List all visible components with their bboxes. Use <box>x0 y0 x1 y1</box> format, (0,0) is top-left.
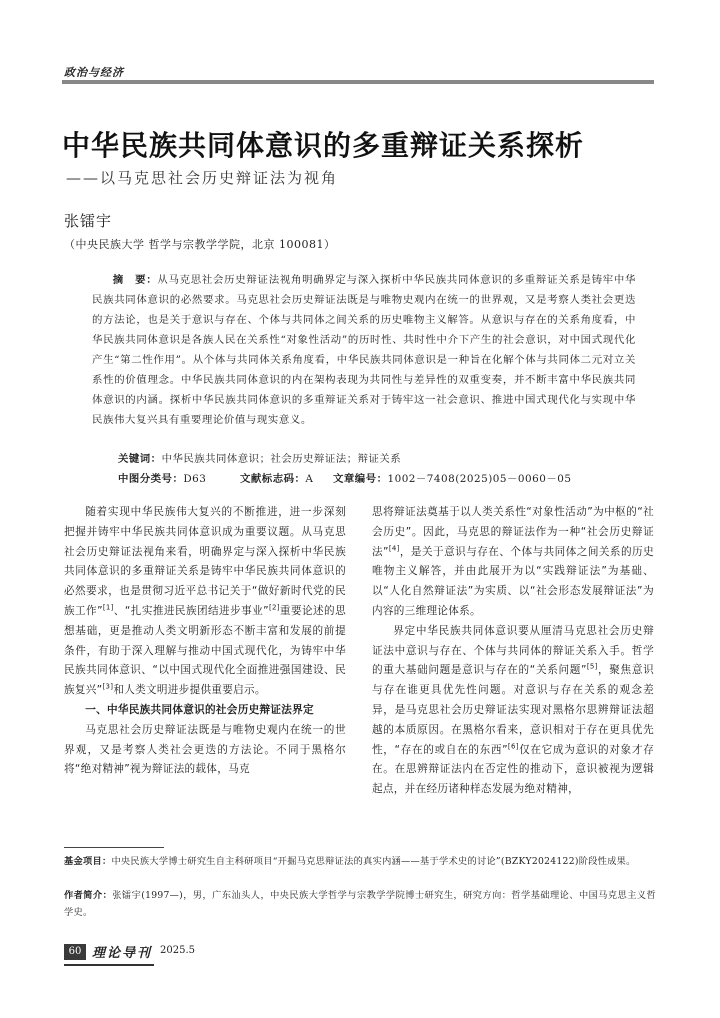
article-no-label: 文章编号： <box>333 473 388 485</box>
right-column <box>372 503 654 800</box>
section-heading: 一、中华民族共同体意识的社会历史辩证法界定 <box>85 703 314 716</box>
footnote-rule <box>64 847 164 848</box>
clc-value: D63 <box>183 473 207 485</box>
doc-code-value: A <box>305 473 314 485</box>
classification-line <box>118 470 571 485</box>
abstract-label: 摘 要： <box>112 274 158 286</box>
author-name: 张镭宇 <box>64 212 113 230</box>
article-subtitle: ——以马克思社会历史辩证法为视角 <box>66 169 339 187</box>
clc-label: 中图分类号： <box>118 473 184 485</box>
journal-name: 理论导刊 <box>92 946 153 961</box>
section-label: 政治与经济 <box>64 66 124 79</box>
abstract-text: 从马克思社会历史辩证法视角明确界定与深入探析中华民族共同体意识的多重辩证关系是铸牢中华民族共同体意识的必然要求。马克思社会历史辩证法既是与唯物史观内在统一的世界观，又是考察人类社会更迭的方法论，也是关于意识与存在、个体与共同体之间关系的历史唯物主义解答。从意识与存在的关系角度看，中华民族共同体意识是各族人民在关系性“对象性活动”的历时性、共时性中介下产生的社会意识，对中国式现代化产生“第二性作用”。从个体与共同体关系角度看，中华民族共同体意识是一种旨在化解个体与共同体二元对立关系性的价值理念。中华民族共同体意识的内在架构表现为共同性与差异性的双重变奏，并不断丰富中华民族共同体意识的内涵。探析中华民族共同体意识的多重辩证关系对于铸牢这一社会意识、推进中国式现代化与实现中华民族伟大复兴具有重要理论价值与现实意义。 <box>92 274 636 426</box>
body-paragraph: 马克思社会历史辩证法既是与唯物史观内在统一的世界观，又是考察人类社会更迭的方法论。不同于黑格尔将“绝对精神”视为辩证法的载体，马克 <box>64 723 346 776</box>
footnote-bio: 作者简介：张镭宇(1997—)，男，广东汕头人，中央民族大学哲学与宗教学学院博士研究生，研究方向：哲学基础理论、中国马克思主义哲学史。 <box>64 890 657 918</box>
body-paragraph: 思将辩证法奠基于以人类关系性“对象性活动”为中枢的“社会历史”。因此，马克思的辩证法作为一种“社会历史辩证法”[4]，是关于意识与存在、个体与共同体之间关系的历史唯物主义解答，并由此展开为以“实践辩证法”为基础、以“人化自然辩证法”为实质、以“社会形态发展辩证法”为内容的三维理论体系。 <box>372 506 654 617</box>
author-affiliation: （中央民族大学 哲学与宗教学学院，北京 100081） <box>64 238 336 251</box>
abstract <box>92 270 636 430</box>
issue-number: 2025.5 <box>160 945 195 956</box>
footnote-fund: 基金项目：中央民族大学博士研究生自主科研项目“开掘马克思辩证法的真实内涵——基于学术史的讨论”(BZKY2024122)阶段性成果。 <box>64 856 636 867</box>
body-paragraph: 界定中华民族共同体意识要从厘清马克思社会历史辩证法中意识与存在、个体与共同体的辩证关系入手。哲学的重大基础问题是意识与存在的“关系问题”[5]，聚焦意识与存在谁更具优先性问题。对意识与存在关系的观念差异，是马克思社会历史辩证法实现对黑格尔思辨辩证法超越的本质原因。在黑格尔看来，意识相对于存在更具优先性，“存在的或自在的东西”[6]仅在它成为意识的对象才存在。在思辨辩证法内在否定性的推动下，意识被视为逻辑起点，并在经历诸种样态发展为绝对精神， <box>372 624 654 796</box>
doc-code-label: 文献标志码： <box>240 473 306 485</box>
article-title: 中华民族共同体意识的多重辩证关系探析 <box>62 129 585 162</box>
keywords: 中华民族共同体意识；社会历史辩证法；辩证关系 <box>161 453 402 465</box>
page-number: 60 <box>64 944 86 960</box>
footer-rule <box>64 964 154 966</box>
keywords-label: 关键词： <box>118 453 162 465</box>
article-no-value: 1002－7408(2025)05－0060－05 <box>387 473 572 485</box>
left-column <box>64 503 346 780</box>
body-paragraph: 随着实现中华民族伟大复兴的不断推进，进一步深刻把握并铸牢中华民族共同体意识成为重要议题。从马克思社会历史辩证法视角来看，明确界定与深入探析中华民族共同体意识的多重辩证关系是铸牢中华民族共同体意识的必然要求，也是贯彻习近平总书记关于“做好新时代党的民族工作”[1]、“扎实推进民族团结进步事业”[2]重要论述的思想基础，更是推动人类文明新形态不断丰富和发展的前提条件，有助于深入理解与推动中国式现代化，为铸牢中华民族共同体意识、“以中国式现代化全面推进强国建设、民族复兴”[3]和人类文明进步提供重要启示。 <box>64 506 346 697</box>
keywords-line <box>118 450 401 465</box>
header-rule <box>62 80 654 84</box>
